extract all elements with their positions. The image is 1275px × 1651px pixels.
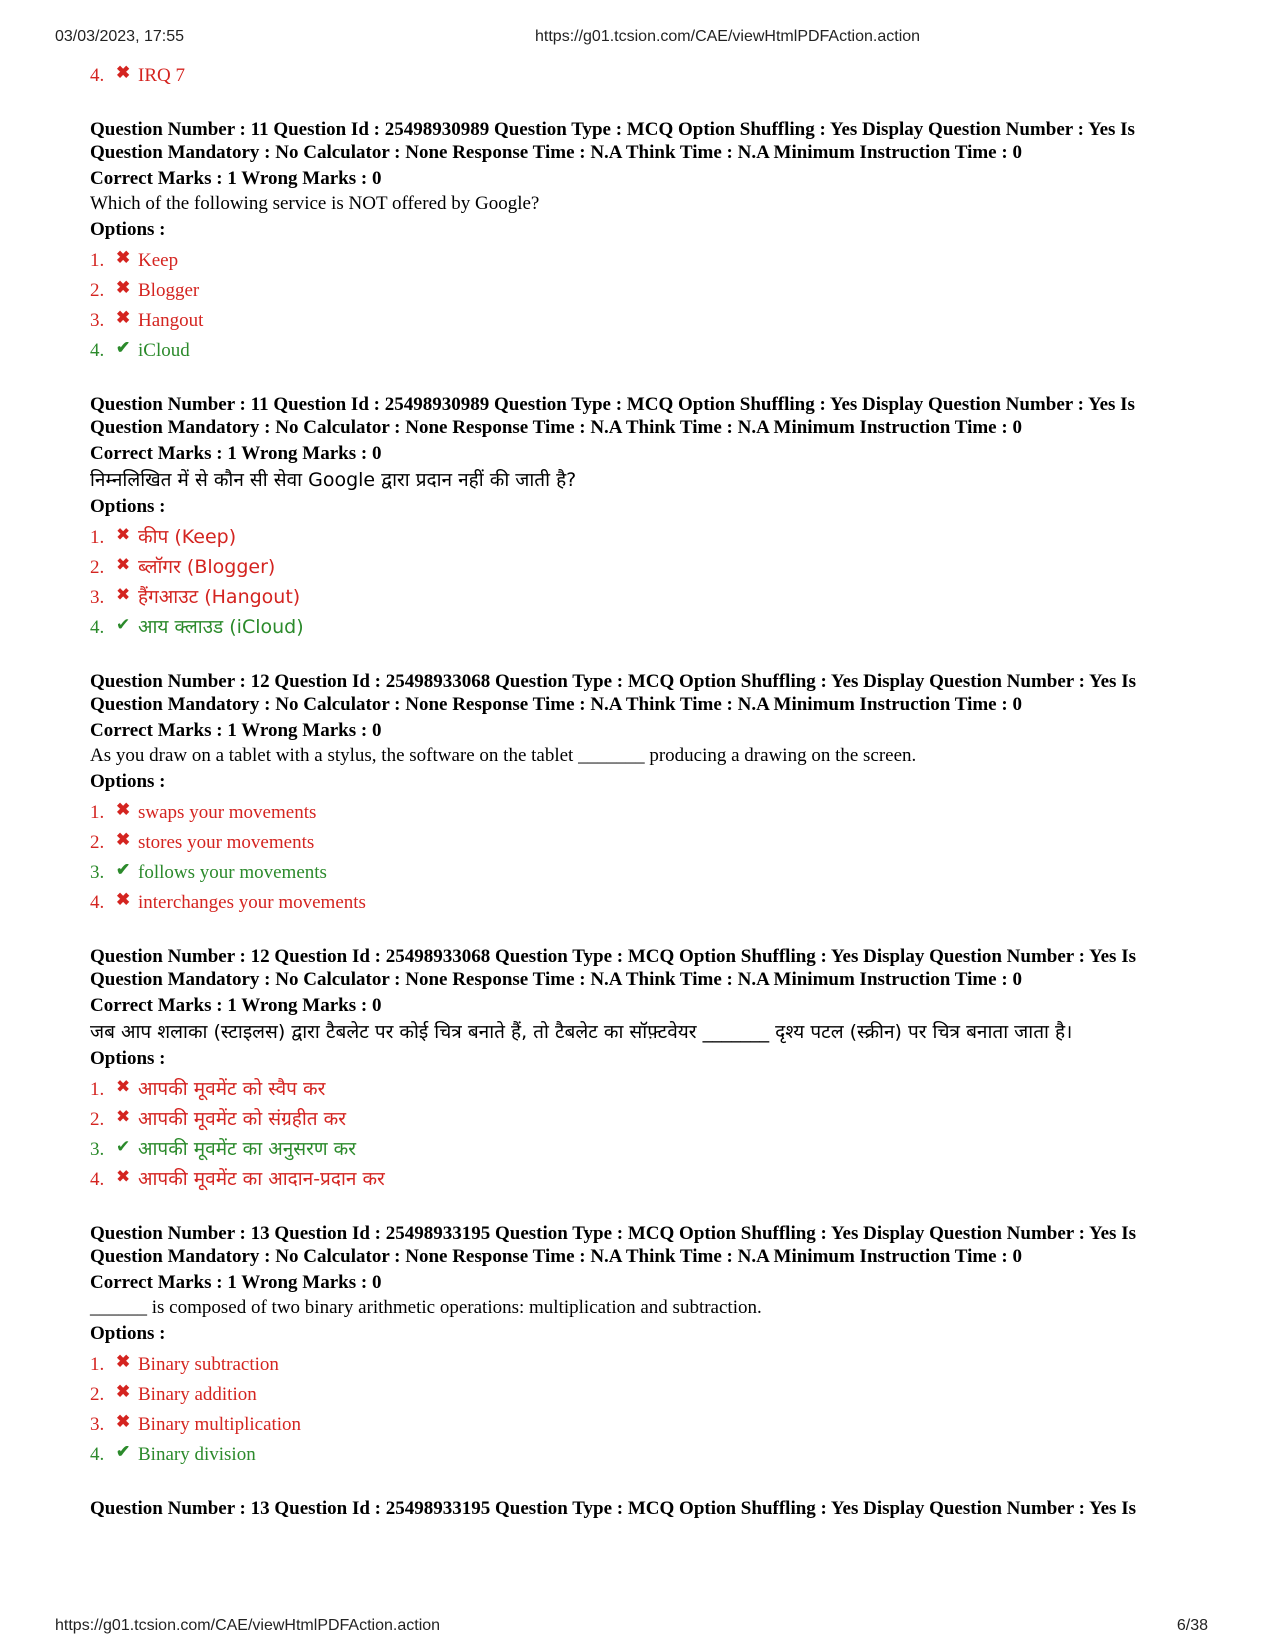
- option-item: [90, 580, 1210, 610]
- carryover-option: [90, 58, 1210, 88]
- question-meta-line1: Question Number : 12 Question Id : 25498933068 Question Type : MCQ Option Shuffling : Yes Display Question Number : Yes Is: [90, 946, 1136, 967]
- question-meta-line1: Question Number : 13 Question Id : 25498933195 Question Type : MCQ Option Shuffling : Yes Display Question Number : Yes Is: [90, 1498, 1136, 1519]
- option-number: 3.: [90, 587, 105, 608]
- check-mark-icon: ✔: [116, 1442, 131, 1461]
- option-number: 4.: [90, 65, 105, 86]
- option-text: ब्लॉगर (Blogger): [138, 556, 276, 578]
- option-number: 3.: [90, 1139, 105, 1160]
- question-marks: Correct Marks : 1 Wrong Marks : 0: [90, 720, 382, 741]
- option-text: आपकी मूवमेंट को स्वैप कर: [138, 1078, 326, 1100]
- option-number: 1.: [90, 1354, 105, 1375]
- option-item: [90, 1407, 1210, 1437]
- option-text: कीप (Keep): [138, 526, 237, 548]
- option-number: 1.: [90, 802, 105, 823]
- option-text: Binary multiplication: [138, 1414, 302, 1435]
- wrong-mark-icon: ✖: [116, 63, 131, 82]
- question-block-partial: [90, 1497, 1210, 1520]
- option-item: [90, 550, 1210, 580]
- question-block: [90, 393, 1210, 640]
- question-text: निम्नलिखित में से कौन सी सेवा Google द्वारा प्रदान नहीं की जाती है?: [90, 469, 577, 491]
- page-number: 6/38: [1176, 1617, 1208, 1634]
- question-block: [90, 670, 1210, 915]
- option-item: [90, 1102, 1210, 1132]
- wrong-mark-icon: ✖: [116, 1167, 131, 1187]
- check-mark-icon: ✔: [116, 338, 131, 357]
- wrong-mark-icon: ✖: [116, 1352, 131, 1371]
- wrong-mark-icon: ✖: [116, 278, 131, 297]
- page-footer: [0, 1617, 1275, 1639]
- question-block: [90, 118, 1210, 363]
- option-number: 4.: [90, 892, 105, 913]
- option-text: IRQ 7: [138, 65, 185, 86]
- header-url: https://g01.tcsion.com/CAE/viewHtmlPDFAction.action: [535, 28, 921, 45]
- option-text: आय क्लाउड (iCloud): [138, 616, 304, 638]
- option-text: आपकी मूवमेंट का आदान-प्रदान कर: [138, 1168, 385, 1190]
- options-label: Options :: [90, 219, 166, 240]
- option-text: iCloud: [138, 340, 190, 361]
- option-item: [90, 1162, 1210, 1192]
- question-marks: Correct Marks : 1 Wrong Marks : 0: [90, 168, 382, 189]
- question-paper: [90, 58, 1210, 1520]
- check-mark-icon: ✔: [116, 1137, 131, 1157]
- wrong-mark-icon: ✖: [116, 555, 131, 575]
- question-marks: Correct Marks : 1 Wrong Marks : 0: [90, 1272, 382, 1293]
- wrong-mark-icon: ✖: [116, 1382, 131, 1401]
- options-label: Options :: [90, 771, 166, 792]
- option-item: [90, 1347, 1210, 1377]
- option-item: [90, 303, 1210, 333]
- option-text: आपकी मूवमेंट को संग्रहीत कर: [138, 1108, 347, 1130]
- option-text: Keep: [138, 250, 179, 271]
- wrong-mark-icon: ✖: [116, 308, 131, 327]
- question-marks: Correct Marks : 1 Wrong Marks : 0: [90, 443, 382, 464]
- option-item: [90, 1377, 1210, 1407]
- option-number: 3.: [90, 1414, 105, 1435]
- question-meta-line1: Question Number : 13 Question Id : 25498933195 Question Type : MCQ Option Shuffling : Yes Display Question Number : Yes Is: [90, 1223, 1136, 1244]
- option-item-correct: [90, 855, 1210, 885]
- option-text: stores your movements: [138, 832, 315, 853]
- option-number: 1.: [90, 250, 105, 271]
- option-number: 2.: [90, 1109, 105, 1130]
- footer-url: https://g01.tcsion.com/CAE/viewHtmlPDFAction.action: [55, 1617, 441, 1634]
- option-number: 4.: [90, 1444, 105, 1465]
- option-text: आपकी मूवमेंट का अनुसरण कर: [138, 1138, 357, 1160]
- option-item: [90, 520, 1210, 550]
- wrong-mark-icon: ✖: [116, 248, 131, 267]
- option-number: 3.: [90, 310, 105, 331]
- question-text: जब आप शलाका (स्टाइलस) द्वारा टैबलेट पर कोई चित्र बनाते हैं, तो टैबलेट का सॉफ़्टवेयर _______ दृश्य पटल (स्क्रीन) पर चित्र बनाता जाता है।: [90, 1021, 1073, 1043]
- option-item: [90, 825, 1210, 855]
- question-marks: Correct Marks : 1 Wrong Marks : 0: [90, 995, 382, 1016]
- wrong-mark-icon: ✖: [116, 1077, 131, 1097]
- option-text: Blogger: [138, 280, 200, 301]
- check-mark-icon: ✔: [116, 615, 131, 635]
- option-item-correct: [90, 610, 1210, 640]
- question-meta-line2: Question Mandatory : No Calculator : None Response Time : N.A Think Time : N.A Minimum Instruction Time : 0: [90, 694, 1022, 715]
- option-number: 1.: [90, 1079, 105, 1100]
- question-block: [90, 945, 1210, 1192]
- option-text: Binary addition: [138, 1384, 257, 1405]
- option-item-correct: [90, 1437, 1210, 1467]
- wrong-mark-icon: ✖: [116, 585, 131, 605]
- question-text: As you draw on a tablet with a stylus, the software on the tablet _______ producing a drawing on the screen.: [90, 745, 917, 766]
- wrong-mark-icon: ✖: [116, 800, 131, 819]
- option-item: [90, 795, 1210, 825]
- options-label: Options :: [90, 1323, 166, 1344]
- option-item: [90, 1072, 1210, 1102]
- option-number: 4.: [90, 1169, 105, 1190]
- question-meta-line2: Question Mandatory : No Calculator : None Response Time : N.A Think Time : N.A Minimum Instruction Time : 0: [90, 969, 1022, 990]
- question-meta-line2: Question Mandatory : No Calculator : None Response Time : N.A Think Time : N.A Minimum Instruction Time : 0: [90, 142, 1022, 163]
- question-meta-line2: Question Mandatory : No Calculator : None Response Time : N.A Think Time : N.A Minimum Instruction Time : 0: [90, 417, 1022, 438]
- option-text: follows your movements: [138, 862, 327, 883]
- option-text: हैंगआउट (Hangout): [138, 586, 301, 608]
- wrong-mark-icon: ✖: [116, 525, 131, 545]
- wrong-mark-icon: ✖: [116, 1107, 131, 1127]
- option-number: 2.: [90, 832, 105, 853]
- question-block: [90, 1222, 1210, 1467]
- option-text: swaps your movements: [138, 802, 317, 823]
- options-label: Options :: [90, 496, 166, 517]
- option-item-correct: [90, 1132, 1210, 1162]
- page-header: [0, 28, 1275, 50]
- option-number: 2.: [90, 280, 105, 301]
- option-number: 2.: [90, 557, 105, 578]
- option-text: Hangout: [138, 310, 204, 331]
- options-label: Options :: [90, 1048, 166, 1069]
- option-text: Binary division: [138, 1444, 256, 1465]
- option-item: [90, 273, 1210, 303]
- option-number: 1.: [90, 527, 105, 548]
- option-number: 4.: [90, 617, 105, 638]
- option-text: Binary subtraction: [138, 1354, 279, 1375]
- check-mark-icon: ✔: [116, 860, 131, 879]
- option-item: [90, 243, 1210, 273]
- option-number: 4.: [90, 340, 105, 361]
- question-meta-line1: Question Number : 11 Question Id : 25498930989 Question Type : MCQ Option Shuffling : Yes Display Question Number : Yes Is: [90, 394, 1135, 415]
- question-text: Which of the following service is NOT offered by Google?: [90, 193, 540, 214]
- wrong-mark-icon: ✖: [116, 830, 131, 849]
- option-item: [90, 885, 1210, 915]
- question-meta-line1: Question Number : 11 Question Id : 25498930989 Question Type : MCQ Option Shuffling : Yes Display Question Number : Yes Is: [90, 119, 1135, 140]
- question-meta-line1: Question Number : 12 Question Id : 25498933068 Question Type : MCQ Option Shuffling : Yes Display Question Number : Yes Is: [90, 671, 1136, 692]
- question-text: ______ is composed of two binary arithmetic operations: multiplication and subtraction.: [90, 1297, 762, 1318]
- option-text: interchanges your movements: [138, 892, 366, 913]
- option-number: 2.: [90, 1384, 105, 1405]
- header-datetime: 03/03/2023, 17:55: [55, 28, 185, 45]
- option-item-correct: [90, 333, 1210, 363]
- wrong-mark-icon: ✖: [116, 1412, 131, 1431]
- option-number: 3.: [90, 862, 105, 883]
- question-meta-line2: Question Mandatory : No Calculator : None Response Time : N.A Think Time : N.A Minimum Instruction Time : 0: [90, 1246, 1022, 1267]
- wrong-mark-icon: ✖: [116, 890, 131, 909]
